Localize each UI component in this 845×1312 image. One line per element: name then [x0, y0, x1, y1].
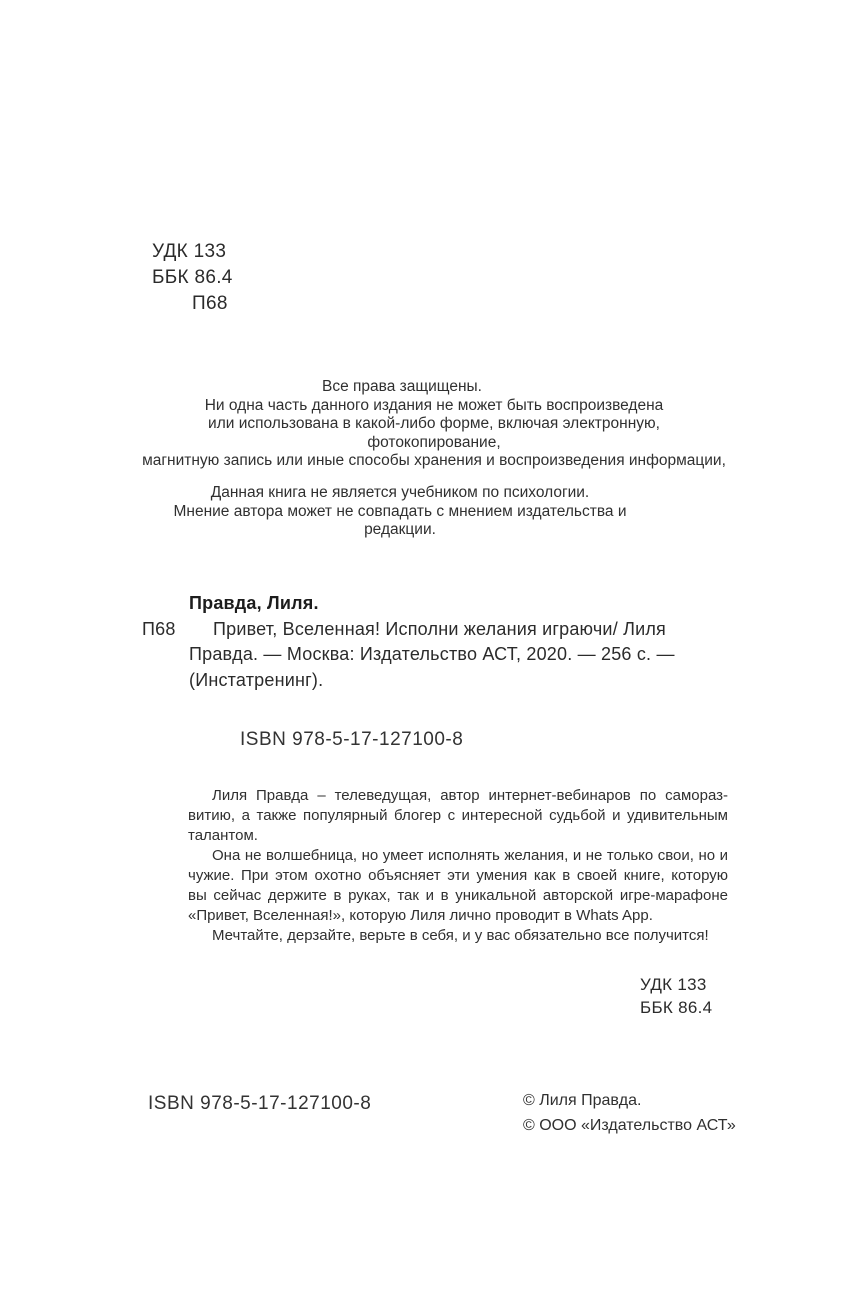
- annotation-text: [188, 786, 728, 946]
- annotation-line: Мечтайте, дерзайте, верьте в себя, и у вас обязательно все получится!: [212, 927, 709, 944]
- catalog-card: [142, 591, 732, 693]
- isbn-number: ISBN 978-5-17-127100-8: [240, 729, 464, 750]
- top-catalog-codes: [152, 239, 233, 317]
- catalog-line: Правда. — Москва: Издательство АСТ, 2020. — 256 с. —: [189, 644, 675, 664]
- copyright-publisher: © ООО «Издательство АСТ»: [523, 1117, 736, 1134]
- annotation-line: вы сейчас держите в руках, так и в уникальной авторской игре-марафоне: [188, 887, 728, 904]
- annotation-line: талантом.: [188, 827, 258, 844]
- rights-notice: [140, 378, 728, 471]
- rights-line: Ни одна часть данного издания не может быть воспроизведена: [204, 396, 664, 414]
- catalog-line: Привет, Вселенная! Исполни желания играючи/ Лиля: [213, 618, 667, 639]
- annotation-line: Она не волшебница, но умеет исполнять желания, и не только свои, но и: [212, 847, 728, 864]
- disclaimer-line: Мнение автора может не совпадать с мнением издательства и редакции.: [173, 502, 627, 539]
- bottom-bbk-code: ББК 86.4: [640, 998, 713, 1017]
- annotation-line: витию, а также популярный блогер с интересной судьбой и удивительным: [188, 807, 728, 824]
- bbk-code: ББК 86.4: [152, 267, 233, 288]
- copyright-author: © Лиля Правда.: [523, 1092, 642, 1109]
- bottom-udk-code: УДК 133: [640, 975, 707, 994]
- copyright-block: [523, 1088, 736, 1138]
- annotation-line: чужие. При этом охотно объясняет эти умения как в своей книге, которую: [188, 867, 728, 884]
- annotation-line: «Привет, Вселенная!», которую Лиля лично проводит в Whats App.: [188, 907, 653, 924]
- catalog-line: (Инстатренинг).: [189, 669, 324, 690]
- rights-line: или использована в какой-либо форме, включая электронную, фотокопирование,: [208, 415, 660, 451]
- disclaimer-note: [140, 484, 660, 540]
- annotation-line: Лиля Правда – телеведущая, автор интернет-вебинаров по самораз-: [212, 787, 728, 804]
- disclaimer-line: Данная книга не является учебником по психологии.: [210, 484, 590, 501]
- catalog-author: Правда, Лиля.: [189, 593, 319, 613]
- rights-line: Все права защищены.: [322, 378, 482, 395]
- rights-line: магнитную запись или иные способы хранения и воспроизведения информации,: [142, 452, 726, 470]
- author-code: П68: [192, 293, 228, 314]
- isbn-number-bottom: ISBN 978-5-17-127100-8: [148, 1093, 372, 1114]
- bottom-catalog-codes: [640, 973, 712, 1019]
- catalog-card-code: П68: [142, 618, 176, 639]
- udk-code: УДК 133: [152, 241, 227, 262]
